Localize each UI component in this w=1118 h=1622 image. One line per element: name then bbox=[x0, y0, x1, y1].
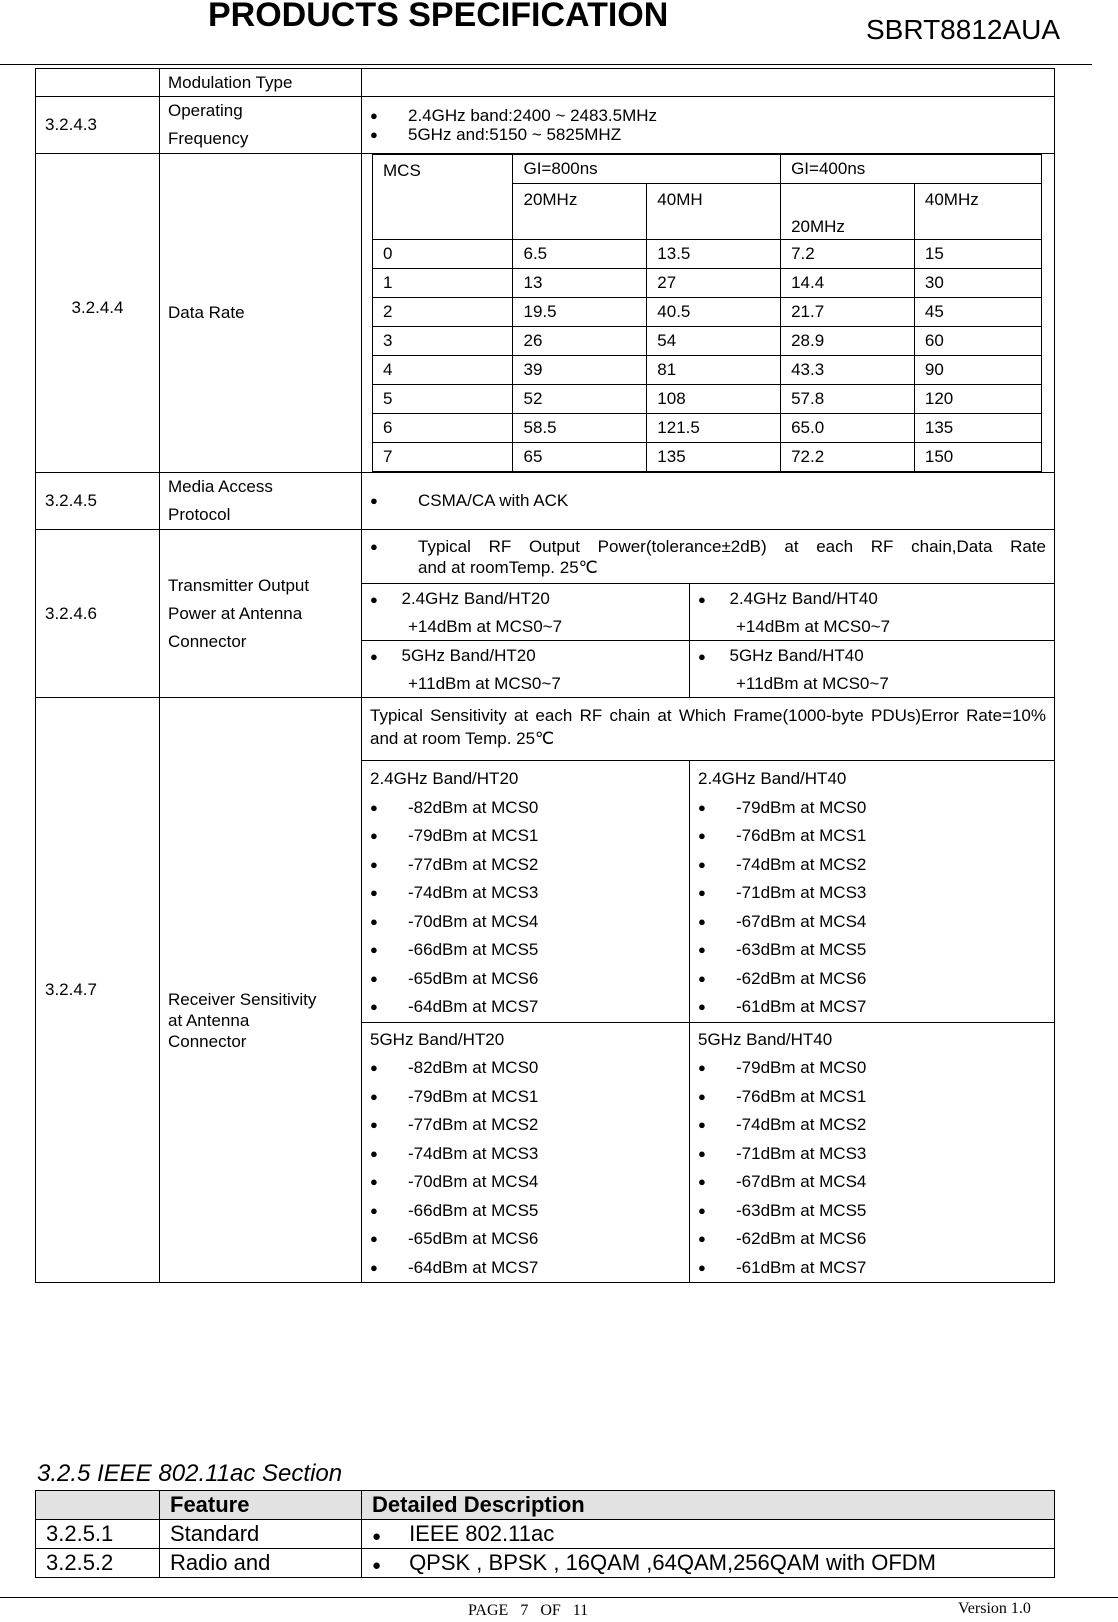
spec-table bbox=[35, 68, 1055, 1283]
rate-cell: 14.4 bbox=[781, 269, 915, 298]
list-item: ● -71dBm at MCS3 bbox=[698, 879, 1046, 908]
column-header: Feature bbox=[160, 1491, 362, 1520]
rx-band-cell bbox=[690, 761, 1055, 1023]
rx-band-cell bbox=[690, 1022, 1055, 1283]
list-item: ● 5GHz and:5150 ~ 5825MHZ bbox=[370, 125, 1046, 144]
spec-value bbox=[362, 473, 1055, 530]
list-item: ● -82dBm at MCS0 bbox=[370, 794, 681, 823]
table-row bbox=[36, 1520, 1055, 1549]
list-item: ● 2.4GHz band:2400 ~ 2483.5MHz bbox=[370, 106, 1046, 125]
bandwidth-header: 40MH bbox=[647, 184, 781, 240]
list-item: ● -70dBm at MCS4 bbox=[370, 908, 681, 937]
row-modulation bbox=[36, 69, 1055, 97]
section-title: 3.2.5 IEEE 802.11ac Section bbox=[37, 1460, 343, 1487]
rate-cell: 58.5 bbox=[513, 414, 647, 443]
sensitivity-list bbox=[698, 1054, 1046, 1282]
rate-row bbox=[373, 327, 1042, 356]
rx-band-cell bbox=[362, 1022, 690, 1283]
rate-cell: 6.5 bbox=[513, 240, 647, 269]
list-item: ● -76dBm at MCS1 bbox=[698, 822, 1046, 851]
list-item: ● -71dBm at MCS3 bbox=[698, 1140, 1046, 1169]
rate-cell: 121.5 bbox=[647, 414, 781, 443]
list-item: ● -66dBm at MCS5 bbox=[370, 936, 681, 965]
bandwidth-header: 40MHz bbox=[914, 184, 1041, 240]
rate-cell: 7 bbox=[373, 443, 513, 472]
rate-cell: 57.8 bbox=[781, 385, 915, 414]
table-row bbox=[36, 1549, 1055, 1578]
spec-num: 3.2.4.3 bbox=[36, 97, 160, 154]
rate-cell: 5 bbox=[373, 385, 513, 414]
rate-row bbox=[373, 298, 1042, 327]
feature-name: Standard bbox=[160, 1520, 362, 1549]
rate-cell: 13.5 bbox=[647, 240, 781, 269]
list-item: ● -66dBm at MCS5 bbox=[370, 1197, 681, 1226]
spec-label: Data Rate bbox=[160, 154, 362, 473]
spec-num bbox=[36, 69, 160, 97]
sensitivity-list bbox=[370, 794, 681, 1022]
rate-cell: 15 bbox=[914, 240, 1041, 269]
band-title: 5GHz Band/HT40 bbox=[698, 1029, 833, 1049]
band-title: 2.4GHz Band/HT40 bbox=[698, 769, 847, 788]
sensitivity-list bbox=[698, 794, 1046, 1022]
row-frequency bbox=[36, 97, 1055, 154]
row-rx-sensitivity-note bbox=[36, 698, 1055, 761]
rate-cell: 28.9 bbox=[781, 327, 915, 356]
gi400-header: GI=400ns bbox=[781, 155, 1042, 184]
spec-value bbox=[362, 154, 1055, 473]
list-item: ● -62dBm at MCS6 bbox=[698, 965, 1046, 994]
rate-cell: 3 bbox=[373, 327, 513, 356]
row-data-rate bbox=[36, 154, 1055, 473]
list-item: ● -74dBm at MCS3 bbox=[370, 879, 681, 908]
rx-band-cell bbox=[362, 761, 690, 1023]
rate-cell: 1 bbox=[373, 269, 513, 298]
spec-label: Media Access Protocol bbox=[160, 473, 362, 530]
rate-cell: 43.3 bbox=[781, 356, 915, 385]
row-tx-power-note bbox=[36, 530, 1055, 584]
rate-cell: 39 bbox=[513, 356, 647, 385]
header-divider bbox=[0, 64, 1092, 65]
band-title: 5GHz Band/HT20 bbox=[370, 1029, 505, 1049]
list-item: ● -74dBm at MCS2 bbox=[698, 1111, 1046, 1140]
list-item: ● -79dBm at MCS1 bbox=[370, 822, 681, 851]
rate-cell: 6 bbox=[373, 414, 513, 443]
feature-num: 3.2.5.2 bbox=[36, 1549, 160, 1578]
rate-cell: 52 bbox=[513, 385, 647, 414]
rate-cell: 108 bbox=[647, 385, 781, 414]
footer-divider bbox=[0, 1597, 1118, 1598]
spec-num: 3.2.4.4 bbox=[36, 154, 160, 473]
feature-name: Radio and bbox=[160, 1549, 362, 1578]
rate-cell: 45 bbox=[914, 298, 1041, 327]
rate-row bbox=[373, 269, 1042, 298]
list-item: ● -70dBm at MCS4 bbox=[370, 1168, 681, 1197]
band-title: 2.4GHz Band/HT20 bbox=[370, 769, 519, 788]
rate-cell: 120 bbox=[914, 385, 1041, 414]
spec-label: Transmitter Output Power at Antenna Connector bbox=[160, 530, 362, 698]
rate-cell: 0 bbox=[373, 240, 513, 269]
list-item: ● -77dBm at MCS2 bbox=[370, 1111, 681, 1140]
list-item: ● -61dBm at MCS7 bbox=[698, 993, 1046, 1022]
rate-row bbox=[373, 443, 1042, 472]
rate-cell: 30 bbox=[914, 269, 1041, 298]
rate-row bbox=[373, 414, 1042, 443]
version-label: Version 1.0 bbox=[958, 1600, 1031, 1617]
list-item: ● -79dBm at MCS0 bbox=[698, 1054, 1046, 1083]
list-item: ● -65dBm at MCS6 bbox=[370, 965, 681, 994]
list-item: ● -64dBm at MCS7 bbox=[370, 993, 681, 1022]
column-header: Detailed Description bbox=[362, 1491, 1055, 1520]
list-item: ● -61dBm at MCS7 bbox=[698, 1254, 1046, 1283]
list-item: ● -79dBm at MCS1 bbox=[370, 1083, 681, 1112]
rate-row bbox=[373, 240, 1042, 269]
list-item: ● -67dBm at MCS4 bbox=[698, 908, 1046, 937]
feature-desc: ● QPSK , BPSK , 16QAM ,64QAM,256QAM with OFDM bbox=[362, 1549, 1055, 1578]
rate-cell: 54 bbox=[647, 327, 781, 356]
rate-cell: 135 bbox=[647, 443, 781, 472]
rate-cell: 19.5 bbox=[513, 298, 647, 327]
rate-cell: 27 bbox=[647, 269, 781, 298]
list-item: ● CSMA/CA with ACK bbox=[370, 487, 1046, 516]
list-item: ● -82dBm at MCS0 bbox=[370, 1054, 681, 1083]
tx-power-cell: ● 5GHz Band/HT20 +11dBm at MCS0~7 bbox=[362, 641, 690, 698]
list-item: ● -67dBm at MCS4 bbox=[698, 1168, 1046, 1197]
list-item: ● -77dBm at MCS2 bbox=[370, 851, 681, 880]
spec-label: Receiver Sensitivity at Antenna Connector bbox=[160, 698, 362, 1283]
rate-cell: 90 bbox=[914, 356, 1041, 385]
mcs-header: MCS bbox=[373, 155, 513, 240]
table-header-row bbox=[36, 1491, 1055, 1520]
page-number: PAGE 7 OF 11 bbox=[468, 1602, 589, 1619]
tx-power-note: ● Typical RF Output Power(tolerance±2dB) at each RF chain,Data Rate and at roomTemp. 25℃ bbox=[362, 530, 1055, 584]
list-item: ● -74dBm at MCS2 bbox=[698, 851, 1046, 880]
list-item: ● -64dBm at MCS7 bbox=[370, 1254, 681, 1283]
rate-cell: 13 bbox=[513, 269, 647, 298]
spec-label: Operating Frequency bbox=[160, 97, 362, 154]
sensitivity-list bbox=[370, 1054, 681, 1282]
document-title: PRODUCTS SPECIFICATION bbox=[208, 0, 669, 34]
rate-cell: 81 bbox=[647, 356, 781, 385]
model-number: SBRT8812AUA bbox=[866, 14, 1061, 45]
rate-cell: 26 bbox=[513, 327, 647, 356]
feature-desc: ● IEEE 802.11ac bbox=[362, 1520, 1055, 1549]
feature-num: 3.2.5.1 bbox=[36, 1520, 160, 1549]
data-rate-table bbox=[372, 154, 1042, 472]
list-item: ● -65dBm at MCS6 bbox=[370, 1225, 681, 1254]
list-item: ● -79dBm at MCS0 bbox=[698, 794, 1046, 823]
rate-cell: 4 bbox=[373, 356, 513, 385]
rate-cell: 40.5 bbox=[647, 298, 781, 327]
rate-cell: 65 bbox=[513, 443, 647, 472]
rate-cell: 72.2 bbox=[781, 443, 915, 472]
rate-cell: 7.2 bbox=[781, 240, 915, 269]
list-item: ● -62dBm at MCS6 bbox=[698, 1225, 1046, 1254]
rate-cell: 2 bbox=[373, 298, 513, 327]
rate-cell: 60 bbox=[914, 327, 1041, 356]
gi800-header: GI=800ns bbox=[513, 155, 781, 184]
column-header bbox=[36, 1491, 160, 1520]
spec-label: Modulation Type bbox=[160, 69, 362, 97]
bandwidth-header: 20MHz bbox=[781, 184, 915, 240]
ieee-80211ac-table bbox=[35, 1490, 1055, 1578]
list-item: ● -63dBm at MCS5 bbox=[698, 936, 1046, 965]
rate-row bbox=[373, 385, 1042, 414]
spec-num: 3.2.4.5 bbox=[36, 473, 160, 530]
list-item: ● -63dBm at MCS5 bbox=[698, 1197, 1046, 1226]
rate-cell: 21.7 bbox=[781, 298, 915, 327]
rate-row bbox=[373, 356, 1042, 385]
rx-sensitivity-note: Typical Sensitivity at each RF chain at Which Frame(1000-byte PDUs)Error Rate=10% and at room Temp. 25℃ bbox=[362, 698, 1055, 761]
spec-num: 3.2.4.6 bbox=[36, 530, 160, 698]
list-item: ● -74dBm at MCS3 bbox=[370, 1140, 681, 1169]
tx-power-cell: ● 5GHz Band/HT40 +11dBm at MCS0~7 bbox=[690, 641, 1055, 698]
bandwidth-header: 20MHz bbox=[513, 184, 647, 240]
spec-value bbox=[362, 97, 1055, 154]
rate-cell: 150 bbox=[914, 443, 1041, 472]
spec-value bbox=[362, 69, 1055, 97]
tx-power-cell: ● 2.4GHz Band/HT40 +14dBm at MCS0~7 bbox=[690, 584, 1055, 641]
spec-num: 3.2.4.7 bbox=[36, 698, 160, 1283]
row-mac bbox=[36, 473, 1055, 530]
rate-header-row bbox=[373, 155, 1042, 184]
list-item: ● -76dBm at MCS1 bbox=[698, 1083, 1046, 1112]
rate-cell: 135 bbox=[914, 414, 1041, 443]
tx-power-cell: ● 2.4GHz Band/HT20 +14dBm at MCS0~7 bbox=[362, 584, 690, 641]
rate-cell: 65.0 bbox=[781, 414, 915, 443]
rate-rows bbox=[373, 240, 1042, 472]
